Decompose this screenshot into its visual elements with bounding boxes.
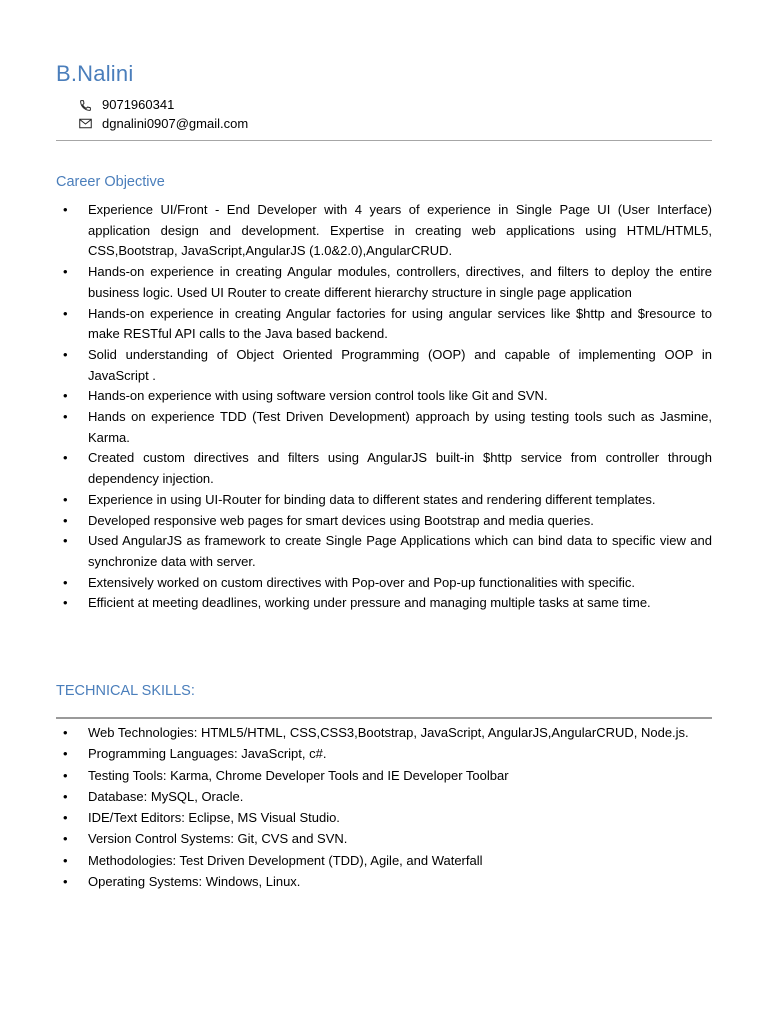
list-item: • Extensively worked on custom directives with Pop-over and Pop-up functionalities with specific. — [56, 573, 712, 594]
phone-number: 9071960341 — [102, 97, 175, 112]
list-item: • Experience UI/Front - End Developer with 4 years of experience in Single Page UI (User Interface) application design and development. Expertise in creating web applications using HTML/HTML5, CSS,Bootstrap, JavaScript,AngularJS (1.0&2.0),AngularCRUD. — [63, 202, 712, 259]
technical-skills-list — [56, 722, 712, 892]
bullet-icon: • — [63, 725, 68, 740]
list-item: • Solid understanding of Object Oriented Programming (OOP) and capable of implementing OOP in JavaScript . — [63, 346, 712, 383]
bullet-icon: • — [63, 831, 68, 847]
bullet-icon: • — [63, 512, 68, 528]
bullet-icon: • — [63, 852, 68, 868]
list-item: • Operating Systems: Windows, Linux. — [56, 871, 712, 892]
contact-block — [78, 96, 248, 133]
bullet-icon: • — [63, 491, 68, 507]
list-item: • Hands-on experience in creating Angular modules, controllers, directives, and filters to deploy the entire business logic. Used UI Router to create different hierarchy structure in single page application — [63, 264, 712, 300]
email-address: dgnalini0907@gmail.com — [102, 115, 249, 131]
list-item: • Methodologies: Test Driven Development (TDD), Agile, and Waterfall — [56, 850, 712, 871]
section-title-career-objective: Career Objective — [56, 174, 165, 190]
bullet-icon: • — [63, 346, 68, 362]
list-item: • Hands-on experience with using software version control tools like Git and SVN. — [56, 386, 712, 407]
list-item: • Developed responsive web pages for smart devices using Bootstrap and media queries. — [56, 511, 712, 532]
bullet-icon: • — [63, 574, 68, 590]
bullet-icon: • — [63, 874, 68, 890]
bullet-icon: • — [63, 746, 68, 762]
bullet-icon: • — [63, 305, 68, 321]
bullet-icon: • — [63, 450, 68, 466]
list-item: • Web Technologies: HTML5/HTML, CSS,CSS3,Bootstrap, JavaScript, AngularJS,AngularCRUD, Node.js. — [56, 722, 712, 743]
phone-row — [78, 96, 248, 115]
career-objective-list — [56, 200, 712, 614]
list-item: • Programming Languages: JavaScript, c#. — [56, 743, 712, 764]
list-item: • Used AngularJS as framework to create Single Page Applications which can bind data to specific view and synchronize data with server. — [63, 533, 712, 569]
list-item: • IDE/Text Editors: Eclipse, MS Visual Studio. — [56, 807, 712, 828]
phone-icon — [78, 98, 92, 112]
header-divider — [56, 140, 712, 141]
bullet-icon: • — [63, 595, 68, 611]
list-item: • Testing Tools: Karma, Chrome Developer Tools and IE Developer Toolbar — [56, 765, 712, 786]
section-title-technical-skills: TECHNICAL SKILLS: — [56, 683, 195, 699]
bullet-icon: • — [63, 264, 68, 280]
skills-divider — [56, 717, 712, 719]
bullet-icon: • — [63, 533, 68, 549]
list-item: • Hands on experience TDD (Test Driven Development) approach by using testing tools such as Jasmine, Karma. — [63, 409, 712, 445]
list-item: • Experience in using UI-Router for binding data to different states and rendering different templates. — [56, 490, 712, 511]
envelope-icon — [78, 117, 92, 131]
bullet-icon: • — [63, 788, 68, 804]
bullet-icon: • — [63, 409, 68, 425]
email-row — [78, 115, 248, 134]
list-item: • Efficient at meeting deadlines, working under pressure and managing multiple tasks at same time. — [56, 593, 712, 614]
bullet-icon: • — [63, 202, 68, 217]
list-item: • Hands-on experience in creating Angular factories for using angular services like $http and $resource to make RESTful API calls to the Java based backend. — [63, 305, 712, 342]
list-item: • Version Control Systems: Git, CVS and SVN. — [56, 828, 712, 849]
list-item: • Created custom directives and filters using AngularJS built-in $http service from controller through dependency injection. — [63, 450, 712, 487]
candidate-name: B.Nalini — [56, 61, 134, 86]
bullet-icon: • — [63, 388, 68, 404]
list-item: • Database: MySQL, Oracle. — [56, 786, 712, 807]
bullet-icon: • — [63, 810, 68, 826]
bullet-icon: • — [63, 767, 68, 783]
